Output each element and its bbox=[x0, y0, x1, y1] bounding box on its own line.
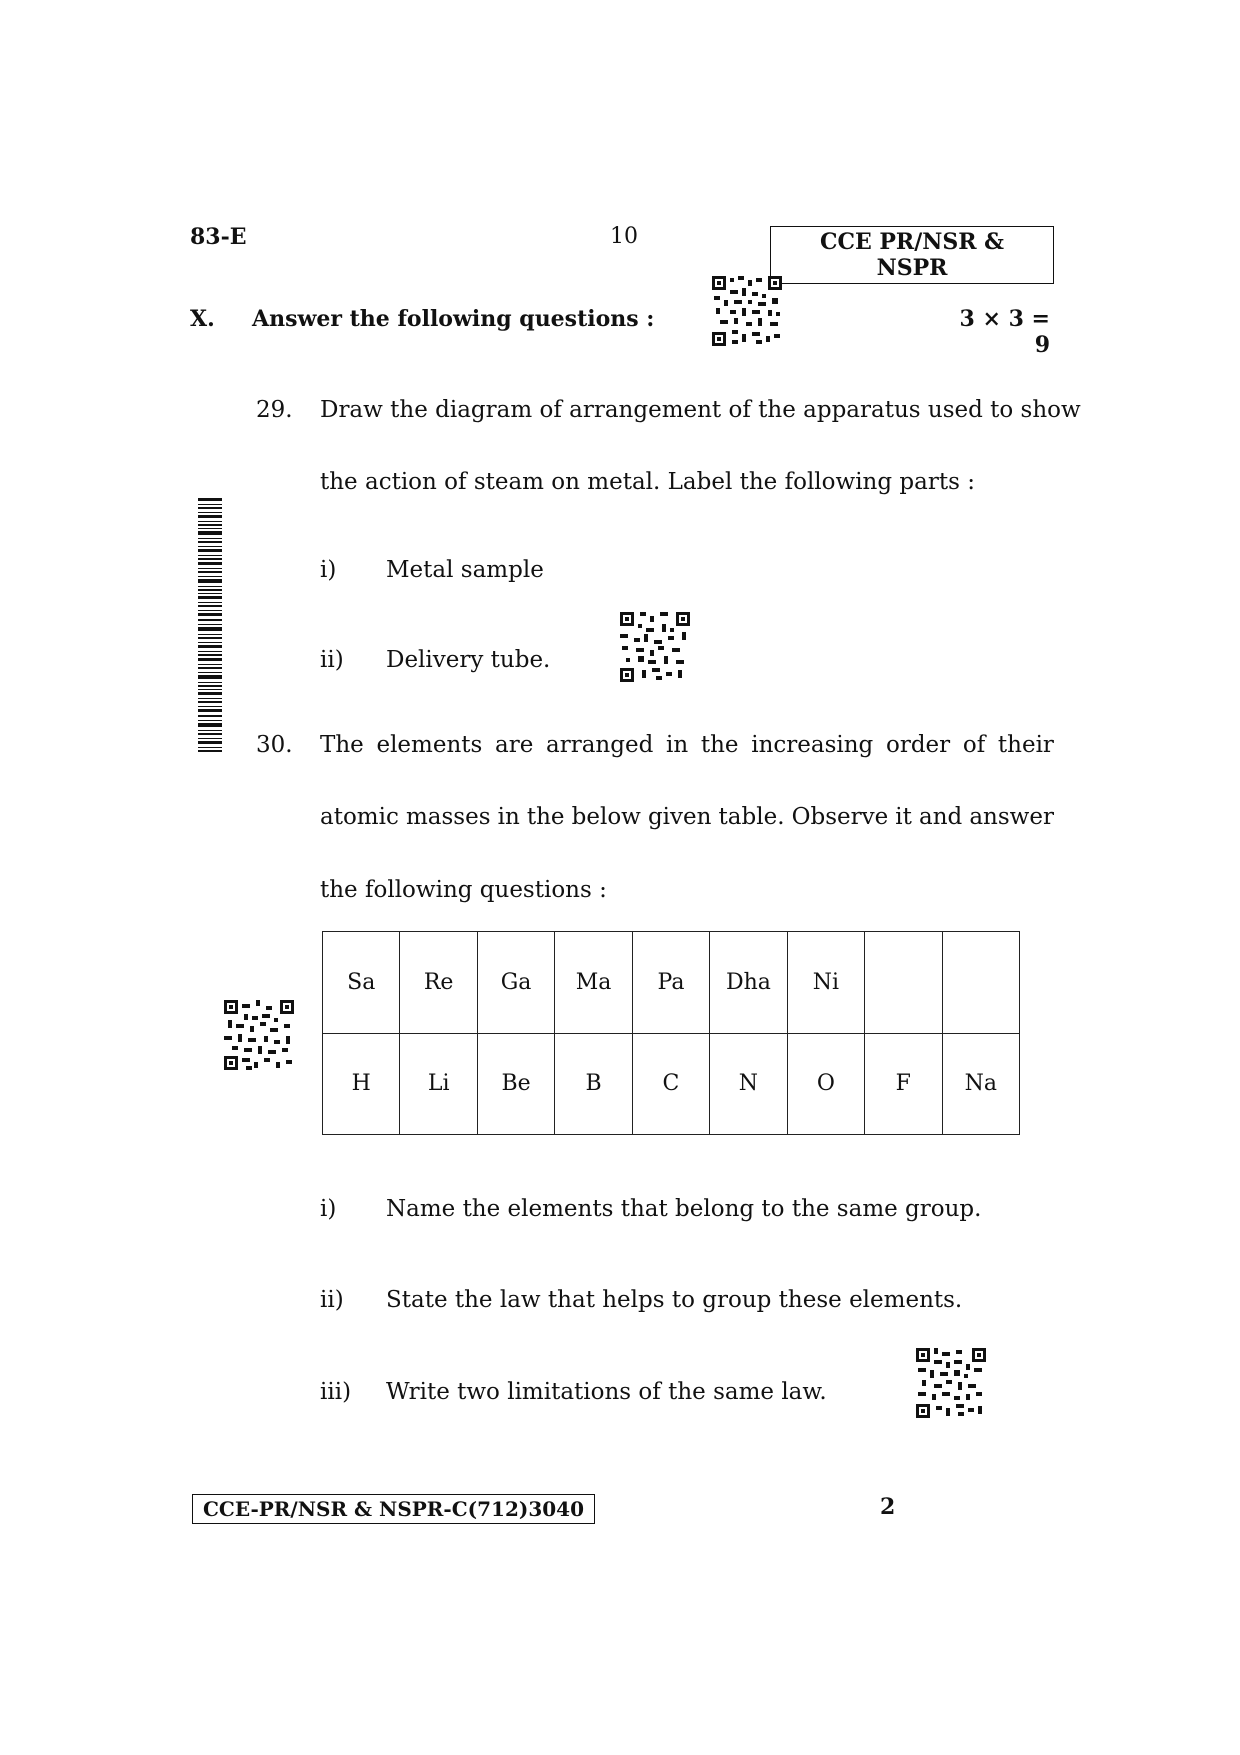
q29-part-text: Delivery tube. bbox=[386, 647, 551, 673]
q30-word: below bbox=[571, 804, 641, 830]
page-number: 10 bbox=[610, 224, 638, 249]
table-cell: Ga bbox=[477, 932, 554, 1034]
q30-word: increasing bbox=[751, 732, 874, 758]
q30-word: answer bbox=[969, 804, 1054, 830]
q30-word: arranged bbox=[546, 732, 654, 758]
q30-word: order bbox=[885, 732, 951, 758]
table-cell: B bbox=[555, 1033, 632, 1135]
table-cell: Be bbox=[477, 1033, 554, 1135]
q30-part-label: i) bbox=[320, 1196, 337, 1222]
footer-sheet-number: 2 bbox=[880, 1494, 896, 1520]
footer-code: CCE-PR/NSR & NSPR-C(712)3040 bbox=[192, 1494, 595, 1524]
q30-word: Observe bbox=[791, 804, 889, 830]
q30-line1 bbox=[320, 734, 1054, 757]
qr-code-icon bbox=[224, 1000, 294, 1070]
q30-word: of bbox=[962, 732, 986, 758]
q30-word: and bbox=[919, 804, 963, 830]
q30-part-text: Name the elements that belong to the same group. bbox=[386, 1196, 982, 1222]
table-cell: H bbox=[323, 1033, 400, 1135]
table-cell bbox=[942, 932, 1020, 1034]
table-cell: Re bbox=[400, 932, 477, 1034]
q29-line1: Draw the diagram of arrangement of the apparatus used to show bbox=[320, 397, 1081, 423]
q30-word: the bbox=[700, 732, 739, 758]
exam-label: CCE PR/NSR & NSPR bbox=[770, 226, 1054, 284]
q29-number: 29. bbox=[256, 397, 293, 423]
q29-line2: the action of steam on metal. Label the following parts : bbox=[320, 469, 975, 495]
table-cell: Ma bbox=[555, 932, 632, 1034]
q30-part-text: State the law that helps to group these elements. bbox=[386, 1287, 963, 1313]
q29-part-label: i) bbox=[320, 557, 337, 583]
q30-part-label: iii) bbox=[320, 1379, 352, 1405]
q30-word: table. bbox=[718, 804, 785, 830]
q30-word: the bbox=[526, 804, 565, 830]
table-cell bbox=[865, 932, 942, 1034]
qr-code-icon bbox=[712, 276, 782, 346]
table-cell: O bbox=[787, 1033, 864, 1135]
section-marks: 3 × 3 = 9 bbox=[959, 306, 1050, 358]
table-cell: C bbox=[632, 1033, 709, 1135]
q30-word: given bbox=[647, 804, 712, 830]
section-label: X. bbox=[190, 306, 215, 332]
table-cell: Ni bbox=[787, 932, 864, 1034]
elements-table bbox=[322, 931, 1020, 1135]
q29-part-label: ii) bbox=[320, 647, 344, 673]
q30-word: atomic bbox=[320, 804, 399, 830]
table-cell: F bbox=[865, 1033, 942, 1135]
table-cell: Sa bbox=[323, 932, 400, 1034]
q30-number: 30. bbox=[256, 732, 293, 758]
q30-word: their bbox=[997, 732, 1054, 758]
q30-word: elements bbox=[376, 732, 483, 758]
qr-code-icon bbox=[620, 612, 690, 682]
q29-part-text: Metal sample bbox=[386, 557, 544, 583]
q30-word: masses bbox=[405, 804, 491, 830]
q30-line2 bbox=[320, 806, 1054, 829]
table-cell: N bbox=[710, 1033, 787, 1135]
table-cell: Pa bbox=[632, 932, 709, 1034]
paper-code: 83-E bbox=[190, 224, 247, 250]
q30-word: are bbox=[495, 732, 534, 758]
table-cell: Dha bbox=[710, 932, 787, 1034]
table-row bbox=[323, 1033, 1020, 1135]
q30-word: in bbox=[497, 804, 520, 830]
table-cell: Na bbox=[942, 1033, 1020, 1135]
q30-word: it bbox=[895, 804, 912, 830]
table-row bbox=[323, 932, 1020, 1034]
section-title: Answer the following questions : bbox=[252, 306, 655, 332]
q30-line3: the following questions : bbox=[320, 877, 607, 903]
q30-part-label: ii) bbox=[320, 1287, 344, 1313]
qr-code-icon bbox=[916, 1348, 986, 1418]
q30-part-text: Write two limitations of the same law. bbox=[386, 1379, 827, 1405]
q30-word: in bbox=[666, 732, 689, 758]
barcode-icon bbox=[198, 498, 222, 752]
table-cell: Li bbox=[400, 1033, 477, 1135]
q30-word: The bbox=[320, 732, 364, 758]
